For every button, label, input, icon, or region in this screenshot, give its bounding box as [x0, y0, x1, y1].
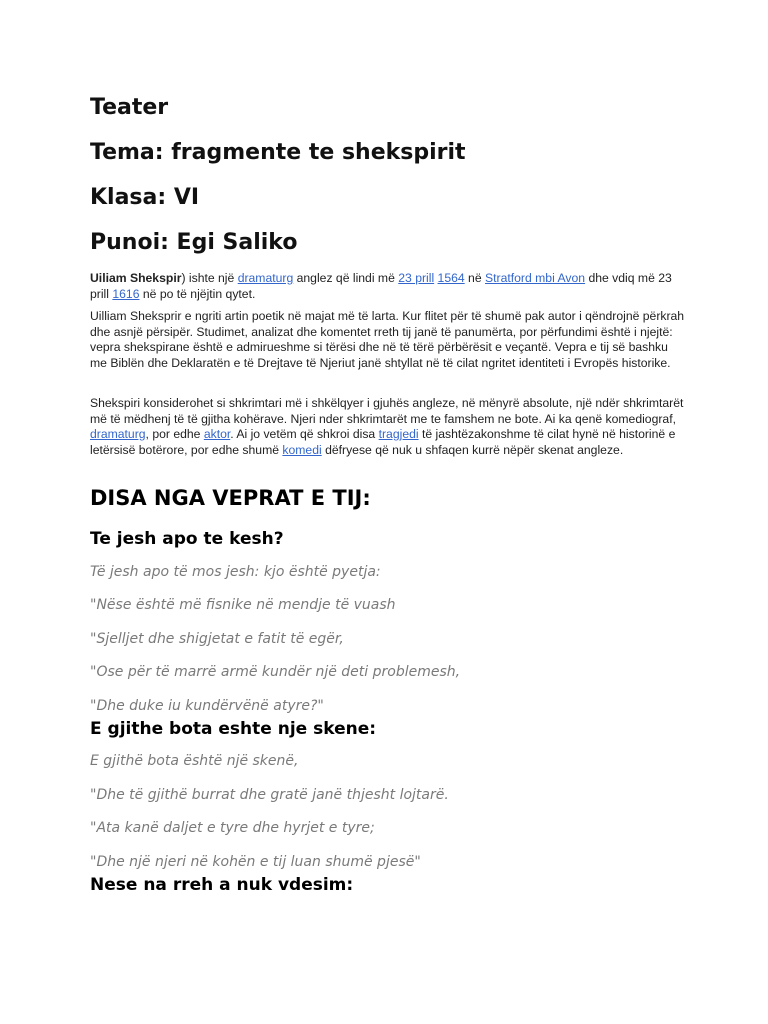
poem-1-line: Të jesh apo të mos jesh: kjo është pyetja:	[90, 564, 381, 580]
text-span: në	[464, 271, 486, 285]
doc-subject: Teater	[90, 95, 169, 120]
poem-2-line: "Ata kanë daljet e tyre dhe hyrjet e tyre;	[90, 820, 375, 836]
link-birthplace[interactable]: Stratford mbi Avon	[485, 271, 586, 285]
text-span: të jashtëzakonshme të cilat hynë në historinë e letërsisë botërore, por edhe shumë	[90, 427, 676, 457]
poem-1-line: "Nëse është më fisnike në mendje të vuash	[90, 597, 396, 613]
link-birth-year[interactable]: 1564	[437, 271, 465, 285]
link-aktor[interactable]: aktor	[203, 427, 231, 442]
poem-1-title: Te jesh apo te kesh?	[90, 529, 284, 549]
poem-2-title: E gjithe bota eshte nje skene:	[90, 719, 377, 739]
link-komedi[interactable]: komedi	[282, 442, 322, 457]
works-heading: DISA NGA VEPRAT E TIJ:	[90, 486, 371, 510]
poem-2-line: "Dhe një njeri në kohën e tij luan shumë pjesë"	[90, 854, 421, 870]
text-span: në po të njëjtin qytet.	[139, 286, 256, 301]
poem-2-line: "Dhe të gjithë burrat dhe gratë janë thjesht lojtarë.	[90, 787, 449, 803]
intro-paragraph-1	[90, 271, 686, 302]
doc-author: Punoi: Egi Saliko	[90, 230, 298, 255]
poem-2-line: E gjithë bota është një skenë,	[90, 753, 299, 769]
link-tragjedi[interactable]: tragjedi	[378, 427, 419, 442]
poem-1-line: "Ose për të marrë armë kundër një deti problemesh,	[90, 664, 461, 680]
text-span: dëfryese që nuk u shfaqen kurrë nëpër skenat angleze.	[321, 442, 624, 457]
text-span: , por edhe	[145, 427, 204, 442]
text-span: ) ishte një	[181, 271, 238, 285]
poem-1-line: "Sjelljet dhe shigjetat e fatit të egër,	[90, 631, 344, 647]
text-span: dhe vdiq më 23 prill	[90, 271, 672, 301]
text-span: anglez që lindi më	[293, 271, 399, 285]
link-dramaturg[interactable]: dramaturg	[237, 271, 294, 285]
intro-paragraph-3	[90, 396, 686, 458]
poem-1-line: "Dhe duke iu kundërvënë atyre?"	[90, 698, 324, 714]
text-span: Shekspiri konsiderohet si shkrimtari më i shkëlqyer i gjuhës angleze, në mënyrë absolute, një ndër shkrimtarët më të mëdhenj të të gjitha kohërave. Njeri nder shkrimtarët me te famshem ne bote. Ai ka qenë komediograf,	[90, 396, 684, 426]
shakespeare-name: Uiliam Shekspir	[90, 271, 182, 285]
link-dramaturg-2[interactable]: dramaturg	[90, 427, 146, 442]
text-span: . Ai jo vetëm që shkroi disa	[230, 427, 379, 442]
doc-grade: Klasa: VI	[90, 185, 200, 210]
link-birth-date[interactable]: 23 prill	[398, 271, 435, 285]
link-death-year[interactable]: 1616	[112, 286, 140, 301]
poem-3-title: Nese na rreh a nuk vdesim:	[90, 875, 354, 895]
doc-topic: Tema: fragmente te shekspirit	[90, 140, 466, 165]
intro-paragraph-2: Uilliam Sheksprir e ngriti artin poetik në majat më të larta. Kur flitet për të shumë pak autor i qëndrojnë përkrah dhe asnjë përsipër. Studimet, analizat dhe komentet rreth tij janë të panumërta, por përfundimi është i njejtë: vepra shekspirane është e admirueshme si tërësi dhe në të tërë përbërësit e veçantë. Vepra e tij së bashku me Biblën dhe Deklaratën e të Drejtave të Njeriut janë shtyllat në të cilat ngritet identiteti i Evropës historike.	[90, 309, 685, 370]
